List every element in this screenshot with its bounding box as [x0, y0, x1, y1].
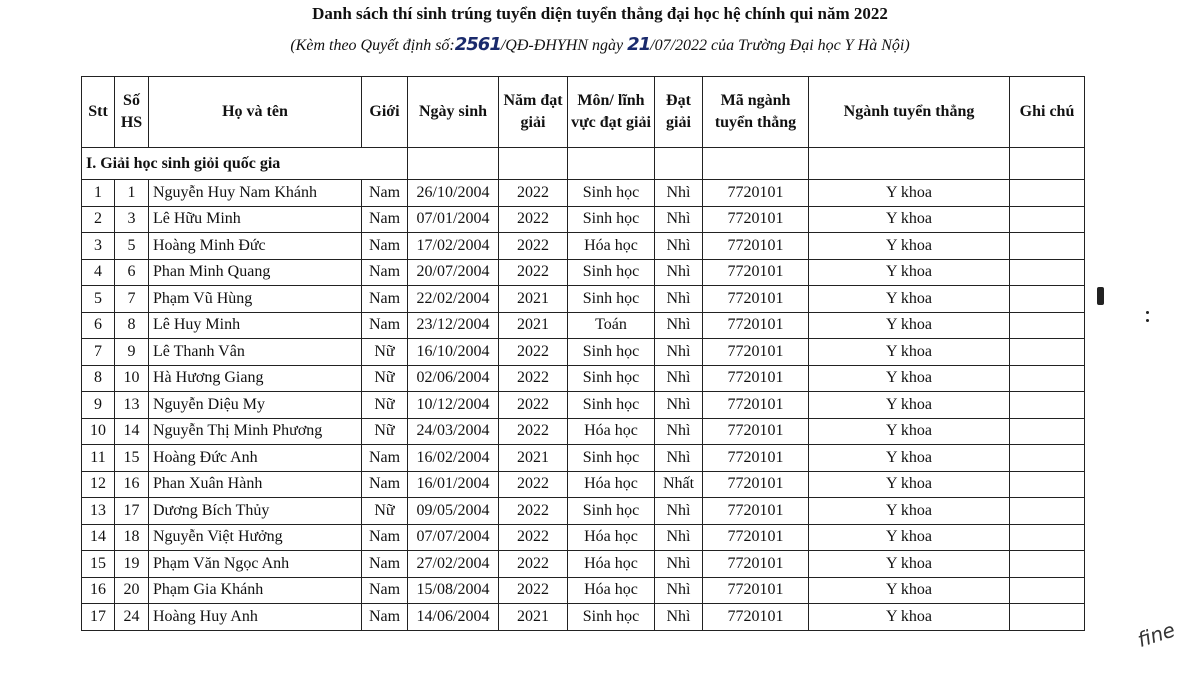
cell-mon: Hóa học [568, 471, 655, 498]
cell-gioi: Nam [362, 551, 408, 578]
cell-ho-ten: Hà Hương Giang [149, 365, 362, 392]
table-row [82, 233, 1085, 260]
cell-ma-nganh: 7720101 [703, 206, 809, 233]
cell-giai: Nhì [655, 312, 703, 339]
header-nam-dat-giai: Năm đạt giải [499, 77, 568, 148]
handwritten-decision-number: 2561 [454, 34, 501, 55]
cell-ho-ten: Phan Xuân Hành [149, 471, 362, 498]
cell-stt: 9 [82, 392, 115, 419]
cell-giai: Nhì [655, 418, 703, 445]
cell-ghi-chu [1010, 233, 1085, 260]
header-ma-nganh: Mã ngành tuyển thẳng [703, 77, 809, 148]
cell-stt: 13 [82, 498, 115, 525]
cell-so-hs: 18 [115, 524, 149, 551]
cell-nganh: Y khoa [809, 392, 1010, 419]
cell-ngay-sinh: 26/10/2004 [408, 180, 499, 207]
cell-nganh: Y khoa [809, 339, 1010, 366]
cell-mon: Hóa học [568, 524, 655, 551]
cell-mon: Hóa học [568, 551, 655, 578]
cell-ma-nganh: 7720101 [703, 312, 809, 339]
cell-ghi-chu [1010, 259, 1085, 286]
cell-nam: 2022 [499, 233, 568, 260]
cell-nam: 2021 [499, 312, 568, 339]
cell-so-hs: 15 [115, 445, 149, 472]
cell-nam: 2022 [499, 471, 568, 498]
cell-ngay-sinh: 16/10/2004 [408, 339, 499, 366]
cell-stt: 14 [82, 524, 115, 551]
cell-stt: 15 [82, 551, 115, 578]
header-ho-ten: Họ và tên [149, 77, 362, 148]
cell-nganh: Y khoa [809, 551, 1010, 578]
cell-giai: Nhì [655, 604, 703, 631]
cell-ngay-sinh: 10/12/2004 [408, 392, 499, 419]
subtitle-middle: /QĐ-ĐHYHN ngày [500, 37, 624, 54]
header-ngay-sinh: Ngày sinh [408, 77, 499, 148]
scan-mark [1097, 287, 1104, 305]
cell-gioi: Nam [362, 180, 408, 207]
cell-stt: 3 [82, 233, 115, 260]
header-stt: Stt [82, 77, 115, 148]
cell-giai: Nhì [655, 551, 703, 578]
cell-ho-ten: Lê Huy Minh [149, 312, 362, 339]
cell-ma-nganh: 7720101 [703, 498, 809, 525]
cell-mon: Toán [568, 312, 655, 339]
cell-mon: Sinh học [568, 180, 655, 207]
cell-gioi: Nam [362, 286, 408, 313]
cell-gioi: Nam [362, 604, 408, 631]
cell-mon: Sinh học [568, 498, 655, 525]
cell-ho-ten: Phạm Gia Khánh [149, 577, 362, 604]
cell-ma-nganh: 7720101 [703, 339, 809, 366]
cell-stt: 1 [82, 180, 115, 207]
table-row [82, 206, 1085, 233]
handwritten-day: 21 [627, 34, 651, 55]
cell-stt: 6 [82, 312, 115, 339]
cell-ma-nganh: 7720101 [703, 524, 809, 551]
cell-so-hs: 5 [115, 233, 149, 260]
table-row [82, 445, 1085, 472]
cell-ho-ten: Hoàng Huy Anh [149, 604, 362, 631]
cell-giai: Nhì [655, 365, 703, 392]
cell-mon: Hóa học [568, 233, 655, 260]
cell-so-hs: 20 [115, 577, 149, 604]
cell-mon: Sinh học [568, 365, 655, 392]
cell-stt: 11 [82, 445, 115, 472]
cell-nganh: Y khoa [809, 418, 1010, 445]
cell-ghi-chu [1010, 471, 1085, 498]
section-label: I. Giải học sinh giỏi quốc gia [82, 148, 408, 180]
cell-ho-ten: Nguyễn Thị Minh Phương [149, 418, 362, 445]
cell-so-hs: 13 [115, 392, 149, 419]
cell-nganh: Y khoa [809, 498, 1010, 525]
cell-stt: 8 [82, 365, 115, 392]
cell-mon: Sinh học [568, 604, 655, 631]
cell-gioi: Nam [362, 471, 408, 498]
cell-nam: 2022 [499, 418, 568, 445]
cell-ho-ten: Dương Bích Thủy [149, 498, 362, 525]
cell-ghi-chu [1010, 339, 1085, 366]
cell-ma-nganh: 7720101 [703, 180, 809, 207]
cell-so-hs: 7 [115, 286, 149, 313]
table-row [82, 524, 1085, 551]
table-row [82, 339, 1085, 366]
cell-gioi: Nữ [362, 418, 408, 445]
cell-nganh: Y khoa [809, 259, 1010, 286]
table-row [82, 498, 1085, 525]
cell-ghi-chu [1010, 604, 1085, 631]
cell-ngay-sinh: 23/12/2004 [408, 312, 499, 339]
cell-mon: Hóa học [568, 577, 655, 604]
cell-nam: 2021 [499, 604, 568, 631]
cell-giai: Nhì [655, 206, 703, 233]
cell-giai: Nhì [655, 577, 703, 604]
cell-so-hs: 17 [115, 498, 149, 525]
cell-ho-ten: Nguyễn Diệu My [149, 392, 362, 419]
cell-ma-nganh: 7720101 [703, 233, 809, 260]
cell-nam: 2022 [499, 206, 568, 233]
cell-stt: 16 [82, 577, 115, 604]
table-row [82, 286, 1085, 313]
document-title: Danh sách thí sinh trúng tuyển diện tuyển thẳng đại học hệ chính qui năm 2022 [312, 4, 888, 23]
cell-stt: 5 [82, 286, 115, 313]
cell-ghi-chu [1010, 206, 1085, 233]
cell-ma-nganh: 7720101 [703, 365, 809, 392]
table-row [82, 392, 1085, 419]
table-row [82, 604, 1085, 631]
cell-ngay-sinh: 22/02/2004 [408, 286, 499, 313]
cell-so-hs: 6 [115, 259, 149, 286]
cell-mon: Sinh học [568, 339, 655, 366]
table-row [82, 180, 1085, 207]
table-row [82, 259, 1085, 286]
header-so-hs: Số HS [115, 77, 149, 148]
cell-nganh: Y khoa [809, 604, 1010, 631]
cell-giai: Nhì [655, 259, 703, 286]
cell-ghi-chu [1010, 312, 1085, 339]
cell-ghi-chu [1010, 286, 1085, 313]
cell-gioi: Nam [362, 577, 408, 604]
cell-ngay-sinh: 07/07/2004 [408, 524, 499, 551]
subtitle-prefix: (Kèm theo Quyết định số: [290, 37, 455, 54]
cell-nganh: Y khoa [809, 365, 1010, 392]
cell-giai: Nhì [655, 339, 703, 366]
cell-ma-nganh: 7720101 [703, 418, 809, 445]
cell-stt: 12 [82, 471, 115, 498]
cell-gioi: Nam [362, 445, 408, 472]
cell-ngay-sinh: 24/03/2004 [408, 418, 499, 445]
section-row [82, 148, 1085, 180]
cell-ma-nganh: 7720101 [703, 445, 809, 472]
cell-ghi-chu [1010, 577, 1085, 604]
cell-nam: 2022 [499, 339, 568, 366]
scan-dot [1146, 319, 1149, 322]
cell-gioi: Nam [362, 259, 408, 286]
cell-mon: Sinh học [568, 206, 655, 233]
cell-so-hs: 14 [115, 418, 149, 445]
header-dat-giai: Đạt giải [655, 77, 703, 148]
cell-mon: Sinh học [568, 259, 655, 286]
cell-nam: 2022 [499, 392, 568, 419]
cell-ho-ten: Hoàng Minh Đức [149, 233, 362, 260]
cell-stt: 17 [82, 604, 115, 631]
cell-gioi: Nam [362, 233, 408, 260]
cell-ho-ten: Lê Hữu Minh [149, 206, 362, 233]
cell-gioi: Nam [362, 524, 408, 551]
cell-nganh: Y khoa [809, 206, 1010, 233]
cell-so-hs: 1 [115, 180, 149, 207]
cell-nganh: Y khoa [809, 577, 1010, 604]
cell-gioi: Nữ [362, 339, 408, 366]
cell-ngay-sinh: 20/07/2004 [408, 259, 499, 286]
cell-ma-nganh: 7720101 [703, 259, 809, 286]
cell-nganh: Y khoa [809, 524, 1010, 551]
cell-so-hs: 16 [115, 471, 149, 498]
cell-nganh: Y khoa [809, 312, 1010, 339]
cell-ma-nganh: 7720101 [703, 551, 809, 578]
cell-ngay-sinh: 16/02/2004 [408, 445, 499, 472]
admission-table [81, 76, 1085, 631]
cell-ghi-chu [1010, 498, 1085, 525]
cell-nam: 2022 [499, 365, 568, 392]
document-subtitle [0, 34, 1200, 55]
cell-nganh: Y khoa [809, 233, 1010, 260]
cell-giai: Nhất [655, 471, 703, 498]
cell-ngay-sinh: 15/08/2004 [408, 577, 499, 604]
header-nganh: Ngành tuyển thẳng [809, 77, 1010, 148]
cell-gioi: Nam [362, 312, 408, 339]
cell-giai: Nhì [655, 392, 703, 419]
cell-ngay-sinh: 09/05/2004 [408, 498, 499, 525]
cell-ma-nganh: 7720101 [703, 471, 809, 498]
cell-so-hs: 3 [115, 206, 149, 233]
cell-giai: Nhì [655, 445, 703, 472]
cell-nganh: Y khoa [809, 180, 1010, 207]
cell-stt: 10 [82, 418, 115, 445]
cell-ghi-chu [1010, 365, 1085, 392]
cell-nganh: Y khoa [809, 286, 1010, 313]
cell-ma-nganh: 7720101 [703, 577, 809, 604]
cell-giai: Nhì [655, 524, 703, 551]
cell-giai: Nhì [655, 180, 703, 207]
cell-ho-ten: Nguyễn Việt Hưởng [149, 524, 362, 551]
table-row [82, 551, 1085, 578]
cell-ghi-chu [1010, 418, 1085, 445]
cell-mon: Sinh học [568, 392, 655, 419]
cell-mon: Sinh học [568, 445, 655, 472]
cell-nam: 2021 [499, 286, 568, 313]
cell-mon: Sinh học [568, 286, 655, 313]
cell-ma-nganh: 7720101 [703, 392, 809, 419]
cell-ghi-chu [1010, 392, 1085, 419]
cell-so-hs: 8 [115, 312, 149, 339]
cell-gioi: Nam [362, 206, 408, 233]
table-row [82, 418, 1085, 445]
table-header-row [82, 77, 1085, 148]
cell-ho-ten: Phạm Vũ Hùng [149, 286, 362, 313]
cell-gioi: Nữ [362, 392, 408, 419]
cell-nganh: Y khoa [809, 445, 1010, 472]
cell-so-hs: 24 [115, 604, 149, 631]
cell-so-hs: 19 [115, 551, 149, 578]
cell-stt: 2 [82, 206, 115, 233]
cell-ngay-sinh: 02/06/2004 [408, 365, 499, 392]
cell-nam: 2022 [499, 259, 568, 286]
cell-gioi: Nữ [362, 365, 408, 392]
cell-ngay-sinh: 17/02/2004 [408, 233, 499, 260]
header-gioi: Giới [362, 77, 408, 148]
cell-ghi-chu [1010, 551, 1085, 578]
table-row [82, 471, 1085, 498]
cell-nam: 2022 [499, 524, 568, 551]
margin-scribble: fine [1134, 617, 1178, 653]
cell-nam: 2022 [499, 551, 568, 578]
cell-nam: 2021 [499, 445, 568, 472]
cell-so-hs: 9 [115, 339, 149, 366]
cell-ho-ten: Nguyễn Huy Nam Khánh [149, 180, 362, 207]
cell-nam: 2022 [499, 577, 568, 604]
table-row [82, 365, 1085, 392]
cell-ngay-sinh: 16/01/2004 [408, 471, 499, 498]
cell-ngay-sinh: 27/02/2004 [408, 551, 499, 578]
header-ghi-chu: Ghi chú [1010, 77, 1085, 148]
cell-ho-ten: Phan Minh Quang [149, 259, 362, 286]
subtitle-suffix: /07/2022 của Trường Đại học Y Hà Nội) [650, 37, 910, 54]
cell-ho-ten: Hoàng Đức Anh [149, 445, 362, 472]
cell-giai: Nhì [655, 498, 703, 525]
cell-nam: 2022 [499, 180, 568, 207]
cell-mon: Hóa học [568, 418, 655, 445]
scan-dot [1146, 311, 1149, 314]
header-mon-linh-vuc: Môn/ lĩnh vực đạt giải [568, 77, 655, 148]
cell-nganh: Y khoa [809, 471, 1010, 498]
cell-ho-ten: Phạm Văn Ngọc Anh [149, 551, 362, 578]
cell-ngay-sinh: 14/06/2004 [408, 604, 499, 631]
cell-ghi-chu [1010, 445, 1085, 472]
cell-so-hs: 10 [115, 365, 149, 392]
cell-giai: Nhì [655, 233, 703, 260]
cell-ho-ten: Lê Thanh Vân [149, 339, 362, 366]
table-row [82, 312, 1085, 339]
cell-ma-nganh: 7720101 [703, 286, 809, 313]
cell-ngay-sinh: 07/01/2004 [408, 206, 499, 233]
cell-ghi-chu [1010, 180, 1085, 207]
cell-gioi: Nữ [362, 498, 408, 525]
cell-stt: 7 [82, 339, 115, 366]
table-row [82, 577, 1085, 604]
cell-ma-nganh: 7720101 [703, 604, 809, 631]
cell-giai: Nhì [655, 286, 703, 313]
cell-nam: 2022 [499, 498, 568, 525]
cell-ghi-chu [1010, 524, 1085, 551]
cell-stt: 4 [82, 259, 115, 286]
